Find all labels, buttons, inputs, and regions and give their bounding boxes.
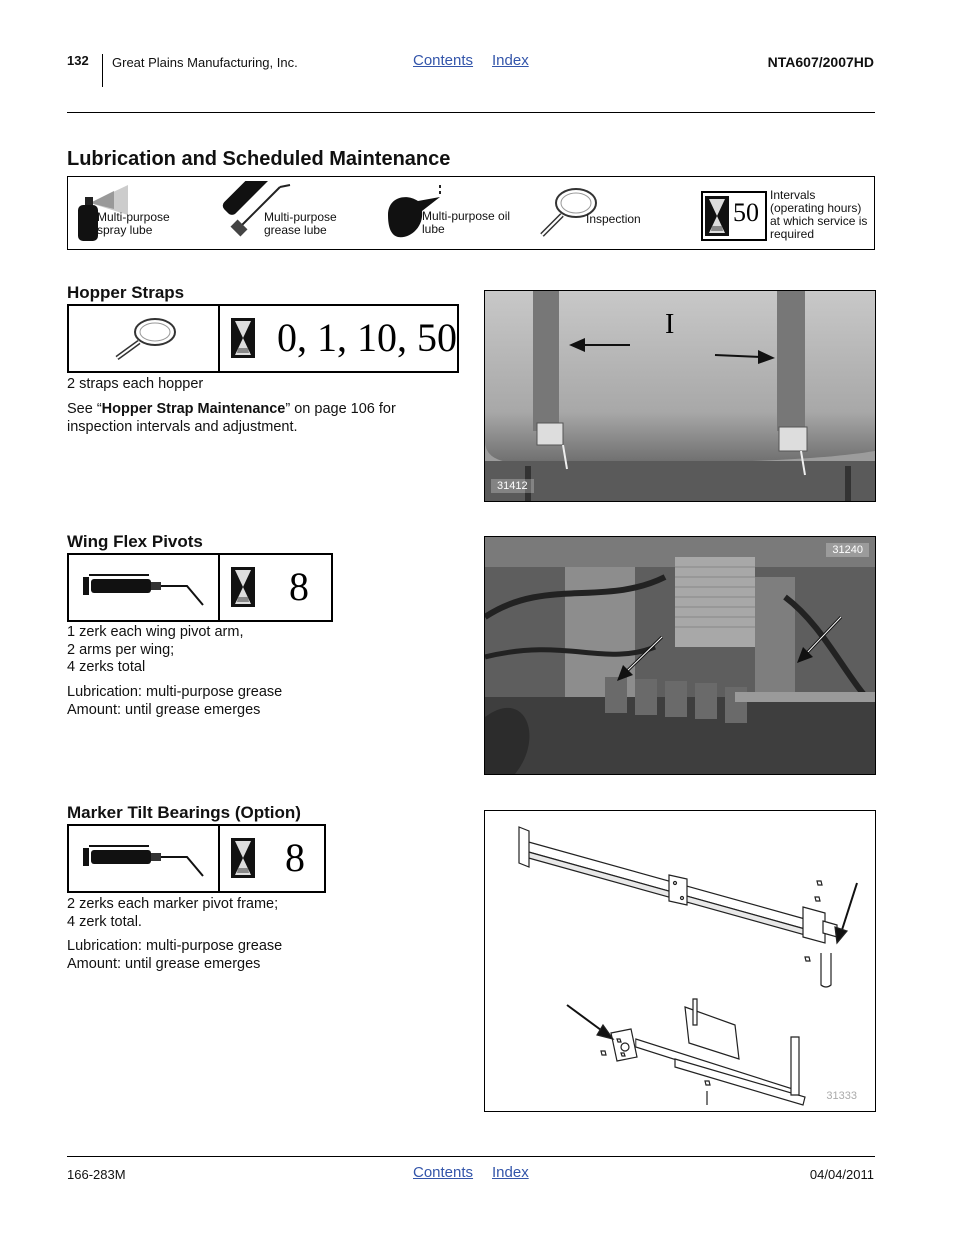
wing-interval: 8 — [289, 564, 309, 609]
marker-lubrication-info — [67, 938, 282, 973]
marker-detail-line: 2 zerks each marker pivot frame; — [67, 896, 279, 912]
hopper-strap-maintenance-ref[interactable]: Hopper Strap Maintenance — [101, 401, 286, 417]
wing-flex-pivots-heading: Wing Flex Pivots — [67, 532, 203, 551]
marker-detail-line: 4 zerk total. — [67, 913, 142, 930]
marker-interval-box — [67, 824, 326, 893]
wing-interval-box — [67, 553, 333, 622]
grease-gun-icon — [83, 569, 209, 607]
wing-zerk-details — [67, 624, 244, 677]
marker-tilt-bearings-diagram — [484, 810, 876, 1112]
interval-value: 50 — [733, 198, 759, 227]
publish-date: 04/04/2011 — [809, 1167, 874, 1182]
page-title: Lubrication and Scheduled Maintenance — [67, 148, 451, 170]
marker-lube-amount: Amount: until grease emerges — [67, 955, 261, 972]
wing-detail-line: 2 arms per wing; — [67, 641, 175, 658]
hopper-see-reference: See “Hopper Strap Maintenance” on page 106 for inspection intervals and adjustment. — [67, 401, 396, 435]
marker-interval: 8 — [285, 835, 305, 880]
contents-link[interactable]: Contents — [413, 1164, 474, 1181]
oil-lube-label: Multi-purpose oil lube — [422, 209, 511, 236]
marker-tilt-bearings-heading: Marker Tilt Bearings (Option) — [67, 803, 301, 822]
grease-gun-icon — [83, 840, 209, 878]
wing-flex-pivots-photo — [484, 536, 876, 775]
inspection-label: Inspection — [586, 212, 641, 226]
interval-label: Intervals (operating hours) at which service is required — [770, 188, 868, 241]
wing-detail-line: 4 zerks total — [67, 659, 146, 675]
grease-lube-label: Multi-purpose grease lube — [264, 210, 337, 237]
photo-id: 31412 — [491, 479, 534, 493]
wing-lube-type: Lubrication: multi-purpose grease — [67, 684, 283, 700]
photo-id: 31240 — [826, 543, 869, 557]
contents-link[interactable]: Contents — [413, 52, 474, 69]
doc-number: 166-283M — [67, 1167, 126, 1182]
hourglass-icon — [231, 838, 255, 878]
lubrication-legend — [67, 176, 875, 250]
hopper-straps-count: 2 straps each hopper — [67, 376, 204, 392]
page-number: 132 — [67, 53, 89, 68]
header-rule — [67, 112, 875, 113]
model-number: NTA607/2007HD — [767, 54, 874, 70]
footer-rule — [67, 1156, 875, 1157]
index-link[interactable]: Index — [492, 1164, 529, 1181]
hopper-interval-box — [67, 304, 459, 373]
header-divider — [102, 54, 103, 87]
hourglass-icon — [231, 567, 255, 607]
hourglass-icon — [705, 196, 729, 236]
marker-zerk-details — [67, 896, 278, 931]
spray-lube-label: Multi-purpose spray lube — [97, 210, 170, 237]
wing-lubrication-info — [67, 684, 282, 719]
index-link[interactable]: Index — [492, 52, 529, 69]
inspection-icon — [111, 316, 179, 362]
wing-lube-amount: Amount: until grease emerges — [67, 701, 261, 718]
interval-box — [701, 191, 767, 241]
wing-detail-line: 1 zerk each wing pivot arm, — [67, 624, 244, 640]
company-name: Great Plains Manufacturing, Inc. — [112, 55, 298, 70]
photo-marker: I — [665, 309, 675, 340]
hourglass-icon — [231, 318, 255, 358]
photo-id: 31333 — [826, 1090, 857, 1102]
marker-lube-type: Lubrication: multi-purpose grease — [67, 938, 283, 954]
hopper-straps-heading: Hopper Straps — [67, 283, 185, 302]
hopper-straps-photo — [484, 290, 876, 502]
hopper-interval: 0, 1, 10, 50 — [277, 315, 457, 360]
